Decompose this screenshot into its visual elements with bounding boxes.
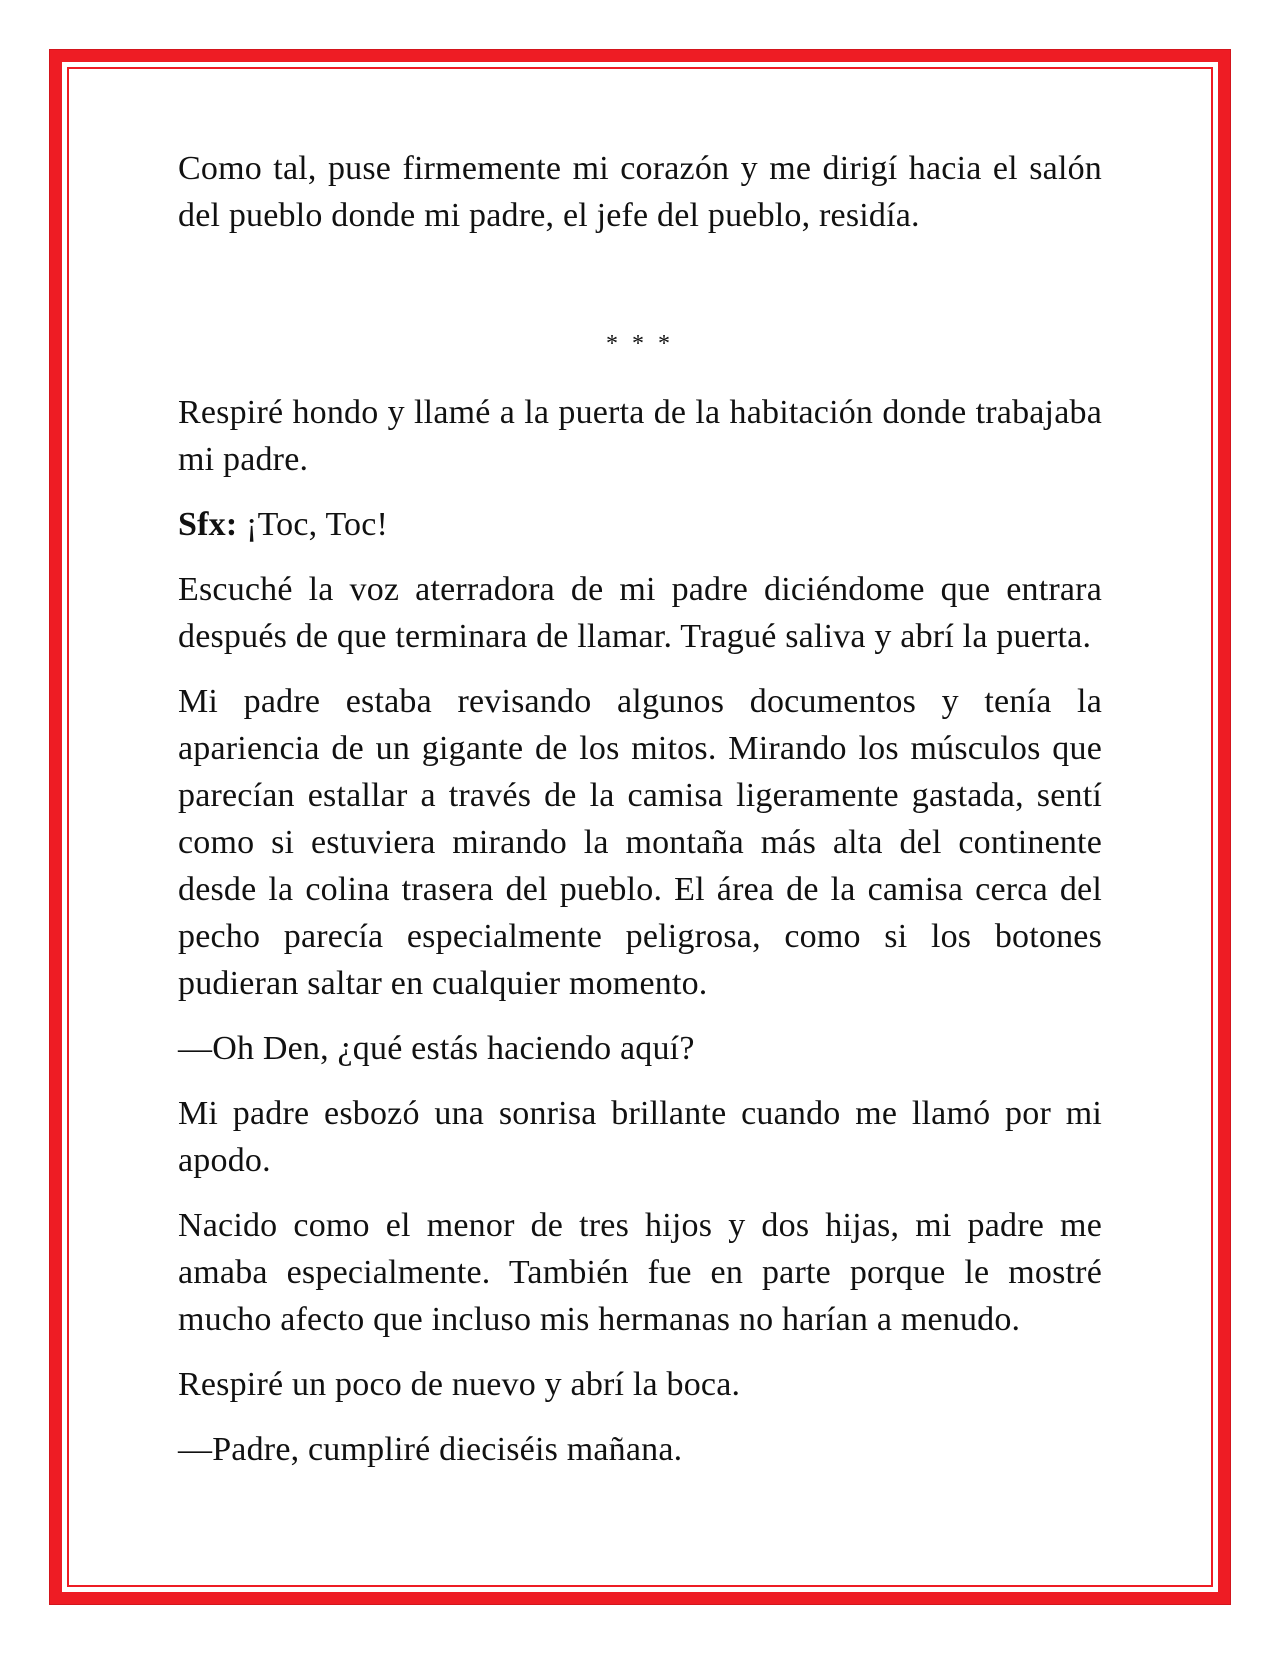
paragraph-6: Nacido como el menor de tres hijos y dos hijas, mi padre me amaba especialmente. También fue en parte porque le mostré mucho afecto que incluso mis hermanas no harían a menudo. <box>178 1207 1102 1338</box>
paragraph-5: Mi padre esbozó una sonrisa brillante cuando me llamó por mi apodo. <box>178 1095 1102 1179</box>
dialogue-1: —Oh Den, ¿qué estás haciendo aquí? <box>178 1030 695 1067</box>
paragraph-7: Respiré un poco de nuevo y abrí la boca. <box>178 1366 741 1403</box>
sfx-text: ¡Toc, Toc! <box>237 506 389 543</box>
sfx-label: Sfx: <box>178 506 238 543</box>
page-text <box>178 145 1102 1491</box>
paragraph-2: Respiré hondo y llamé a la puerta de la habitación donde trabajaba mi padre. <box>178 394 1102 478</box>
paragraph-4: Mi padre estaba revisando algunos documentos y tenía la apariencia de un gigante de los mitos. Mirando los músculos que parecían estallar a través de la camisa ligeramente gastada, sentí como si estuviera mirando la montaña más alta del continente desde la colina trasera del pueblo. El área de la camisa cerca del pecho parecía especialmente peligrosa, como si los botones pudieran saltar en cualquier momento. <box>178 683 1102 1002</box>
dialogue-2: —Padre, cumpliré dieciséis mañana. <box>178 1431 683 1468</box>
sfx-line <box>178 501 1102 548</box>
paragraph-3: Escuché la voz aterradora de mi padre diciéndome que entrara después de que terminara de llamar. Tragué saliva y abrí la puerta. <box>178 571 1102 655</box>
paragraph-1: Como tal, puse firmemente mi corazón y me dirigí hacia el salón del pueblo donde mi padre, el jefe del pueblo, residía. <box>178 150 1102 234</box>
scene-break: * * * <box>606 331 674 357</box>
